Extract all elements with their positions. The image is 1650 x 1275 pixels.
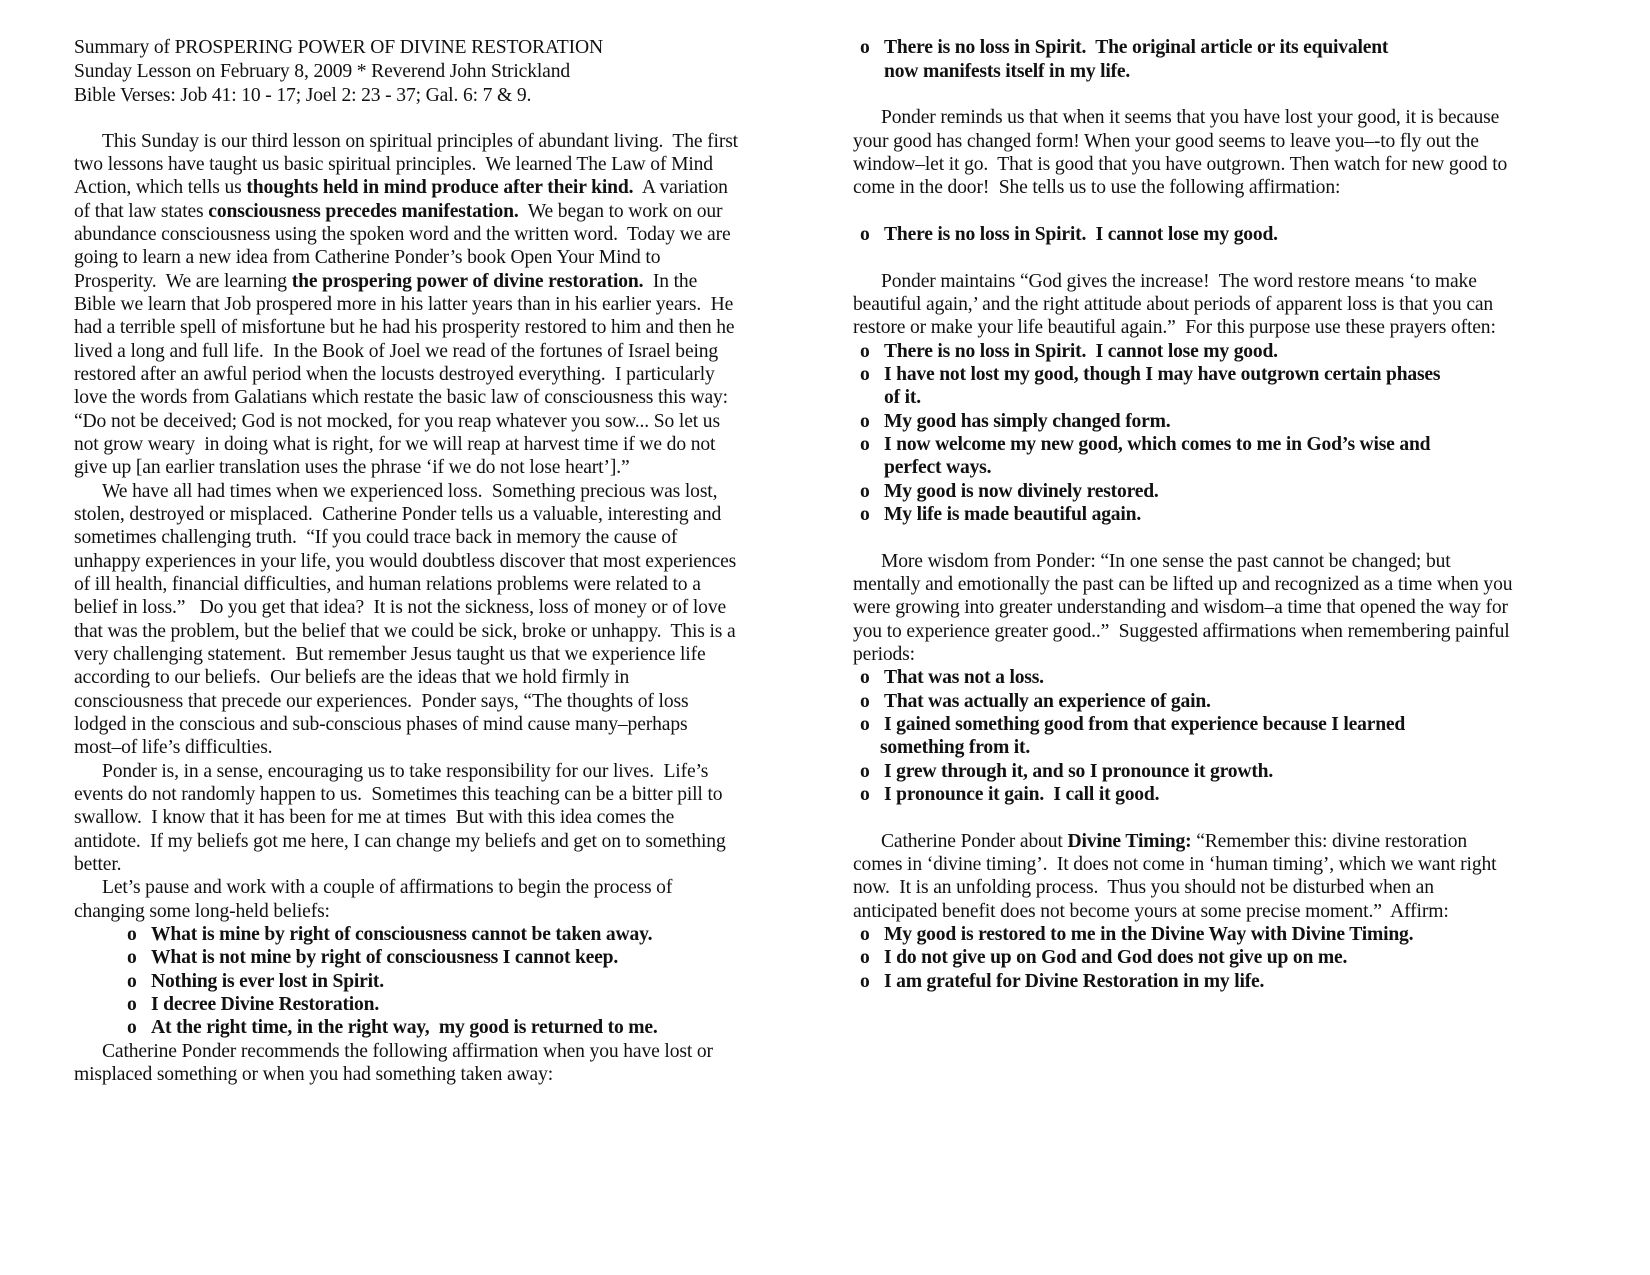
text-line: most–of life’s difficulties. — [74, 737, 273, 758]
bullet-marker: o — [860, 224, 870, 245]
text-line: now. It is an unfolding process. Thus you should not be disturbed when an — [853, 877, 1434, 898]
text-line: restore or make your life beautiful again.” For this purpose use these prayers often: — [853, 317, 1496, 338]
bullet-marker: o — [860, 411, 870, 432]
text-line: not grow weary in doing what is right, for we will reap at harvest time if we do not — [74, 434, 716, 455]
bold-phrase: Divine Timing: — [1067, 831, 1192, 852]
text-line: of ill health, financial difficulties, and human relations problems were related to a — [74, 574, 701, 595]
text-line: love the words from Galatians which restate the basic law of consciousness this way: — [74, 387, 728, 408]
text-line: lodged in the conscious and sub-conscious phases of mind cause many–perhaps — [74, 714, 688, 735]
bullet-marker: o — [860, 37, 870, 58]
text-line: very challenging statement. But remember Jesus taught us that we experience life — [74, 644, 706, 665]
text-line: Ponder reminds us that when it seems that you have lost your good, it is because — [881, 107, 1500, 128]
bullet-marker: o — [860, 924, 870, 945]
bullet-marker: o — [860, 434, 870, 455]
text-line: misplaced something or when you had something taken away: — [74, 1064, 554, 1085]
text-line: Catherine Ponder about Divine Timing: “Remember this: divine restoration — [881, 831, 1467, 852]
text-line: periods: — [853, 644, 915, 665]
text-line: swallow. I know that it has been for me at times But with this idea comes the — [74, 807, 675, 828]
text-line: anticipated benefit does not become yours at some precise moment.” Affirm: — [853, 901, 1449, 922]
bible-verses-line: Bible Verses: Job 41: 10 - 17; Joel 2: 23 - 37; Gal. 6: 7 & 9. — [74, 85, 532, 106]
text-line: events do not randomly happen to us. Sometimes this teaching can be a bitter pill to — [74, 784, 723, 805]
bullet-marker: o — [860, 481, 870, 502]
bullet-marker: o — [127, 994, 137, 1015]
text-line: restored after an awful period when the locusts destroyed everything. I particularly — [74, 364, 715, 385]
bullet-marker: o — [127, 947, 137, 968]
text-line: going to learn a new idea from Catherine Ponder’s book Open Your Mind to — [74, 247, 661, 268]
text-line: This Sunday is our third lesson on spiritual principles of abundant living. The first — [102, 131, 738, 152]
bullet-marker: o — [860, 947, 870, 968]
text-line: abundance consciousness using the spoken word and the written word. Today we are — [74, 224, 731, 245]
text-line: according to our beliefs. Our beliefs are the ideas that we hold firmly in — [74, 667, 630, 688]
bullet-marker: o — [860, 714, 870, 735]
text-line: stolen, destroyed or misplaced. Catherine Ponder tells us a valuable, interesting and — [74, 504, 722, 525]
bullet-marker: o — [127, 924, 137, 945]
text-line: had a terrible spell of misfortune but he had his prosperity restored to him and then he — [74, 317, 735, 338]
text-line: belief in loss.” Do you get that idea? It is not the sickness, loss of money or of love — [74, 597, 727, 618]
bold-phrase: consciousness precedes manifestation. — [208, 201, 519, 222]
bullet-marker: o — [860, 971, 870, 992]
bullet-marker: o — [860, 364, 870, 385]
bullet-marker: o — [860, 784, 870, 805]
text-line: beautiful again,’ and the right attitude about periods of apparent loss is that you can — [853, 294, 1494, 315]
bullet-marker: o — [860, 341, 870, 362]
text-line: better. — [74, 854, 122, 875]
text-line: Bible we learn that Job prospered more in his latter years than in his earlier years. He — [74, 294, 734, 315]
text-line: were growing into greater understanding and wisdom–a time that opened the way for — [853, 597, 1508, 618]
text-line: changing some long-held beliefs: — [74, 901, 330, 922]
document-page: Summary of PROSPERING POWER OF DIVINE RESTORATION Sunday Lesson on February 8, 2009 * Reverend John Strickland Bible Verses: Job 41: 10 - 17; Joel 2: 23 - 37; Gal. 6: 7 & 9. This Sunday is our third lesson on spiritual principles of abundant living. The first two lessons have taught us basic spiritual principles. We learned The Law of Mind Action, which tells us thoughts held in mind produce after their kind. A variation of that law states consciousness precedes manifestation. We began to work on our abundance consciousness using the spoken word and the written word. Today we are going to learn a new idea from Catherine Ponder’s book Open Your Mind to Prosperity. We are learning the prospering power of divine restoration. In the Bible we learn that Job prospered more in his latter years than in his earlier years. He had a terrible spell of misfortune but he had his prosperity restored to him and then he lived a long and full life. In the Book of Joel we read of the fortunes of Israel being restored after an awful period when the locusts destroyed everything. I particularly love the words from Galatians which restate the basic law of consciousness this way: “Do not be deceived; God is not mocked, for you reap whatever you sow... So let us not grow weary in doing what is right, for we will reap at harvest time if we do not give up [an earlier translation uses the phrase ‘if we do not lose heart’].” We have all had times when we experienced loss. Something precious was lost, stolen, destroyed or misplaced. Catherine Ponder tells us a valuable, interesting and sometimes challenging truth. “If you could trace back in memory the cause of unhappy experiences in your life, you would doubtless discover that most experiences of ill health, financial difficulties, and human relations problems were related to a belief in loss.” Do you get that idea? It is not the sickness, loss of money or of love that was the problem, but the belief that we could be sick, broke or unhappy. This is a very challenging statement. But remember Jesus taught us that we experience life according to our beliefs. Our beliefs are the ideas that we hold firmly in consciousness that precede our experiences. Ponder says, “The thoughts of loss lodged in the conscious and sub-conscious phases of mind cause many–perhaps most–of life’s difficulties. Ponder is, in a sense, encouraging us to take responsibility for our lives. Life’s events do not randomly happen to us. Sometimes this teaching can be a bitter pill to swallow. I know that it has been for me at times But with this idea comes the antidote. If my beliefs got me here, I can change my beliefs and get on to something better. Let’s pause and work with a couple of affirmations to begin the process of changing some long-held beliefs: o What is mine by right of consciousness cannot be taken away. o What is not mine by right of consciousness I cannot keep. o Nothing is ever lost in Spirit. o I decree Divine Restoration. o At the right time, in the right way, my good is returned to me. Catherine Ponder recommends the following affirmation when you have lost or misplaced something or when you had something taken away: o There is no loss in Spirit. The original article or its equivalent now manifests itself in my life. Ponder reminds us that when it seems that you have lost your good, it is because your good has changed form! When your good seems to leave you–-to fly out the window–let it go. That is good that you have outgrown. Then watch for new good to come in the door! She tells us to use the following affirmation: o There is no loss in Spirit. I cannot lose my good. Ponder maintains “God gives the increase! The word restore means ‘to make beautiful again,’ and the right attitude about periods of apparent loss is that you can restore or make your life beautiful again.” For this purpose use these prayers often: o There is no loss in Spirit. I cannot lose my good. o I have not lost my good, though I may have outgrown certain phases of it. o My good has simply changed form. o I now welcome my new good, which comes to me in God’s wise and perfect ways. o My good is now divinely restored. o My life is made beautiful again. More wisdom from Ponder: “In one sense the past cannot be changed; but mentally and emotionally the past can be lifted up and recognized as a time when you were growing into greater understanding and wisdom–a time that opened the way for you to experience greater good..” Suggested affirmations when remembering painful periods: o That was not a loss. o That was actually an experience of gain. o I gained something good from that experience because I learned something from it. o I grew through it, and so I pronounce it growth. o I pronounce it gain. I call it good. Catherine Ponder about Divine Timing: “Remember this: divine restoration comes in ‘divine timing’. It does not come in ‘human timing’, which we want right now. It is an unfolding process. Thus you should not be disturbed when an anticipated benefit does not become yours at some precise moment.” Affirm: o My good is restored to me in the Divine Way with Divine Timing. o I do not give up on God and God does not give up on me. o I am grateful for Divine Restoration in my life. — [0, 0, 1650, 1275]
bold-phrase: the prospering power of divine restoration. — [291, 271, 644, 292]
bullet-marker: o — [860, 504, 870, 525]
document-title: Summary of PROSPERING POWER OF DIVINE RESTORATION — [74, 37, 603, 58]
text-line: come in the door! She tells us to use the following affirmation: — [853, 177, 1341, 198]
text-line: unhappy experiences in your life, you would doubtless discover that most experiences — [74, 551, 737, 572]
text-line: of that law states consciousness precedes manifestation. We began to work on our — [74, 201, 723, 222]
text-line: window–let it go. That is good that you have outgrown. Then watch for new good to — [853, 154, 1508, 175]
text-line: “Do not be deceived; God is not mocked, for you reap whatever you sow... So let us — [74, 411, 720, 432]
text-line: We have all had times when we experienced loss. Something precious was lost, — [102, 481, 718, 502]
text-line: antidote. If my beliefs got me here, I can change my beliefs and get on to something — [74, 831, 726, 852]
text-line: Action, which tells us thoughts held in mind produce after their kind. A variation — [74, 177, 728, 198]
lesson-date-line: Sunday Lesson on February 8, 2009 * Reverend John Strickland — [74, 61, 571, 82]
text-line: Let’s pause and work with a couple of affirmations to begin the process of — [102, 877, 673, 898]
text-line: Catherine Ponder recommends the following affirmation when you have lost or — [102, 1041, 713, 1062]
text-line: two lessons have taught us basic spiritual principles. We learned The Law of Mind — [74, 154, 713, 175]
text-line: that was the problem, but the belief that we could be sick, broke or unhappy. This is a — [74, 621, 736, 642]
bullet-marker: o — [127, 1017, 137, 1038]
text-line: sometimes challenging truth. “If you could trace back in memory the cause of — [74, 527, 678, 548]
text-line: consciousness that precede our experiences. Ponder says, “The thoughts of loss — [74, 691, 689, 712]
bullet-marker: o — [860, 691, 870, 712]
text-line: lived a long and full life. In the Book of Joel we read of the fortunes of Israel being — [74, 341, 719, 362]
bullet-marker: o — [860, 761, 870, 782]
text-line: you to experience greater good..” Suggested affirmations when remembering painful — [853, 621, 1510, 642]
text-line: mentally and emotionally the past can be lifted up and recognized as a time when you — [853, 574, 1513, 595]
text-line: Ponder is, in a sense, encouraging us to take responsibility for our lives. Life’s — [102, 761, 709, 782]
text-line: comes in ‘divine timing’. It does not come in ‘human timing’, which we want right — [853, 854, 1497, 875]
text-line: give up [an earlier translation uses the phrase ‘if we do not lose heart’].” — [74, 457, 630, 478]
text-line: Ponder maintains “God gives the increase! The word restore means ‘to make — [881, 271, 1477, 292]
bold-phrase: thoughts held in mind produce after their kind. — [246, 177, 634, 198]
text-line: Prosperity. We are learning the prospering power of divine restoration. In the — [74, 271, 698, 292]
bullet-marker: o — [860, 667, 870, 688]
text-line: your good has changed form! When your good seems to leave you–-to fly out the — [853, 131, 1479, 152]
text-line: More wisdom from Ponder: “In one sense the past cannot be changed; but — [881, 551, 1451, 572]
bullet-marker: o — [127, 971, 137, 992]
